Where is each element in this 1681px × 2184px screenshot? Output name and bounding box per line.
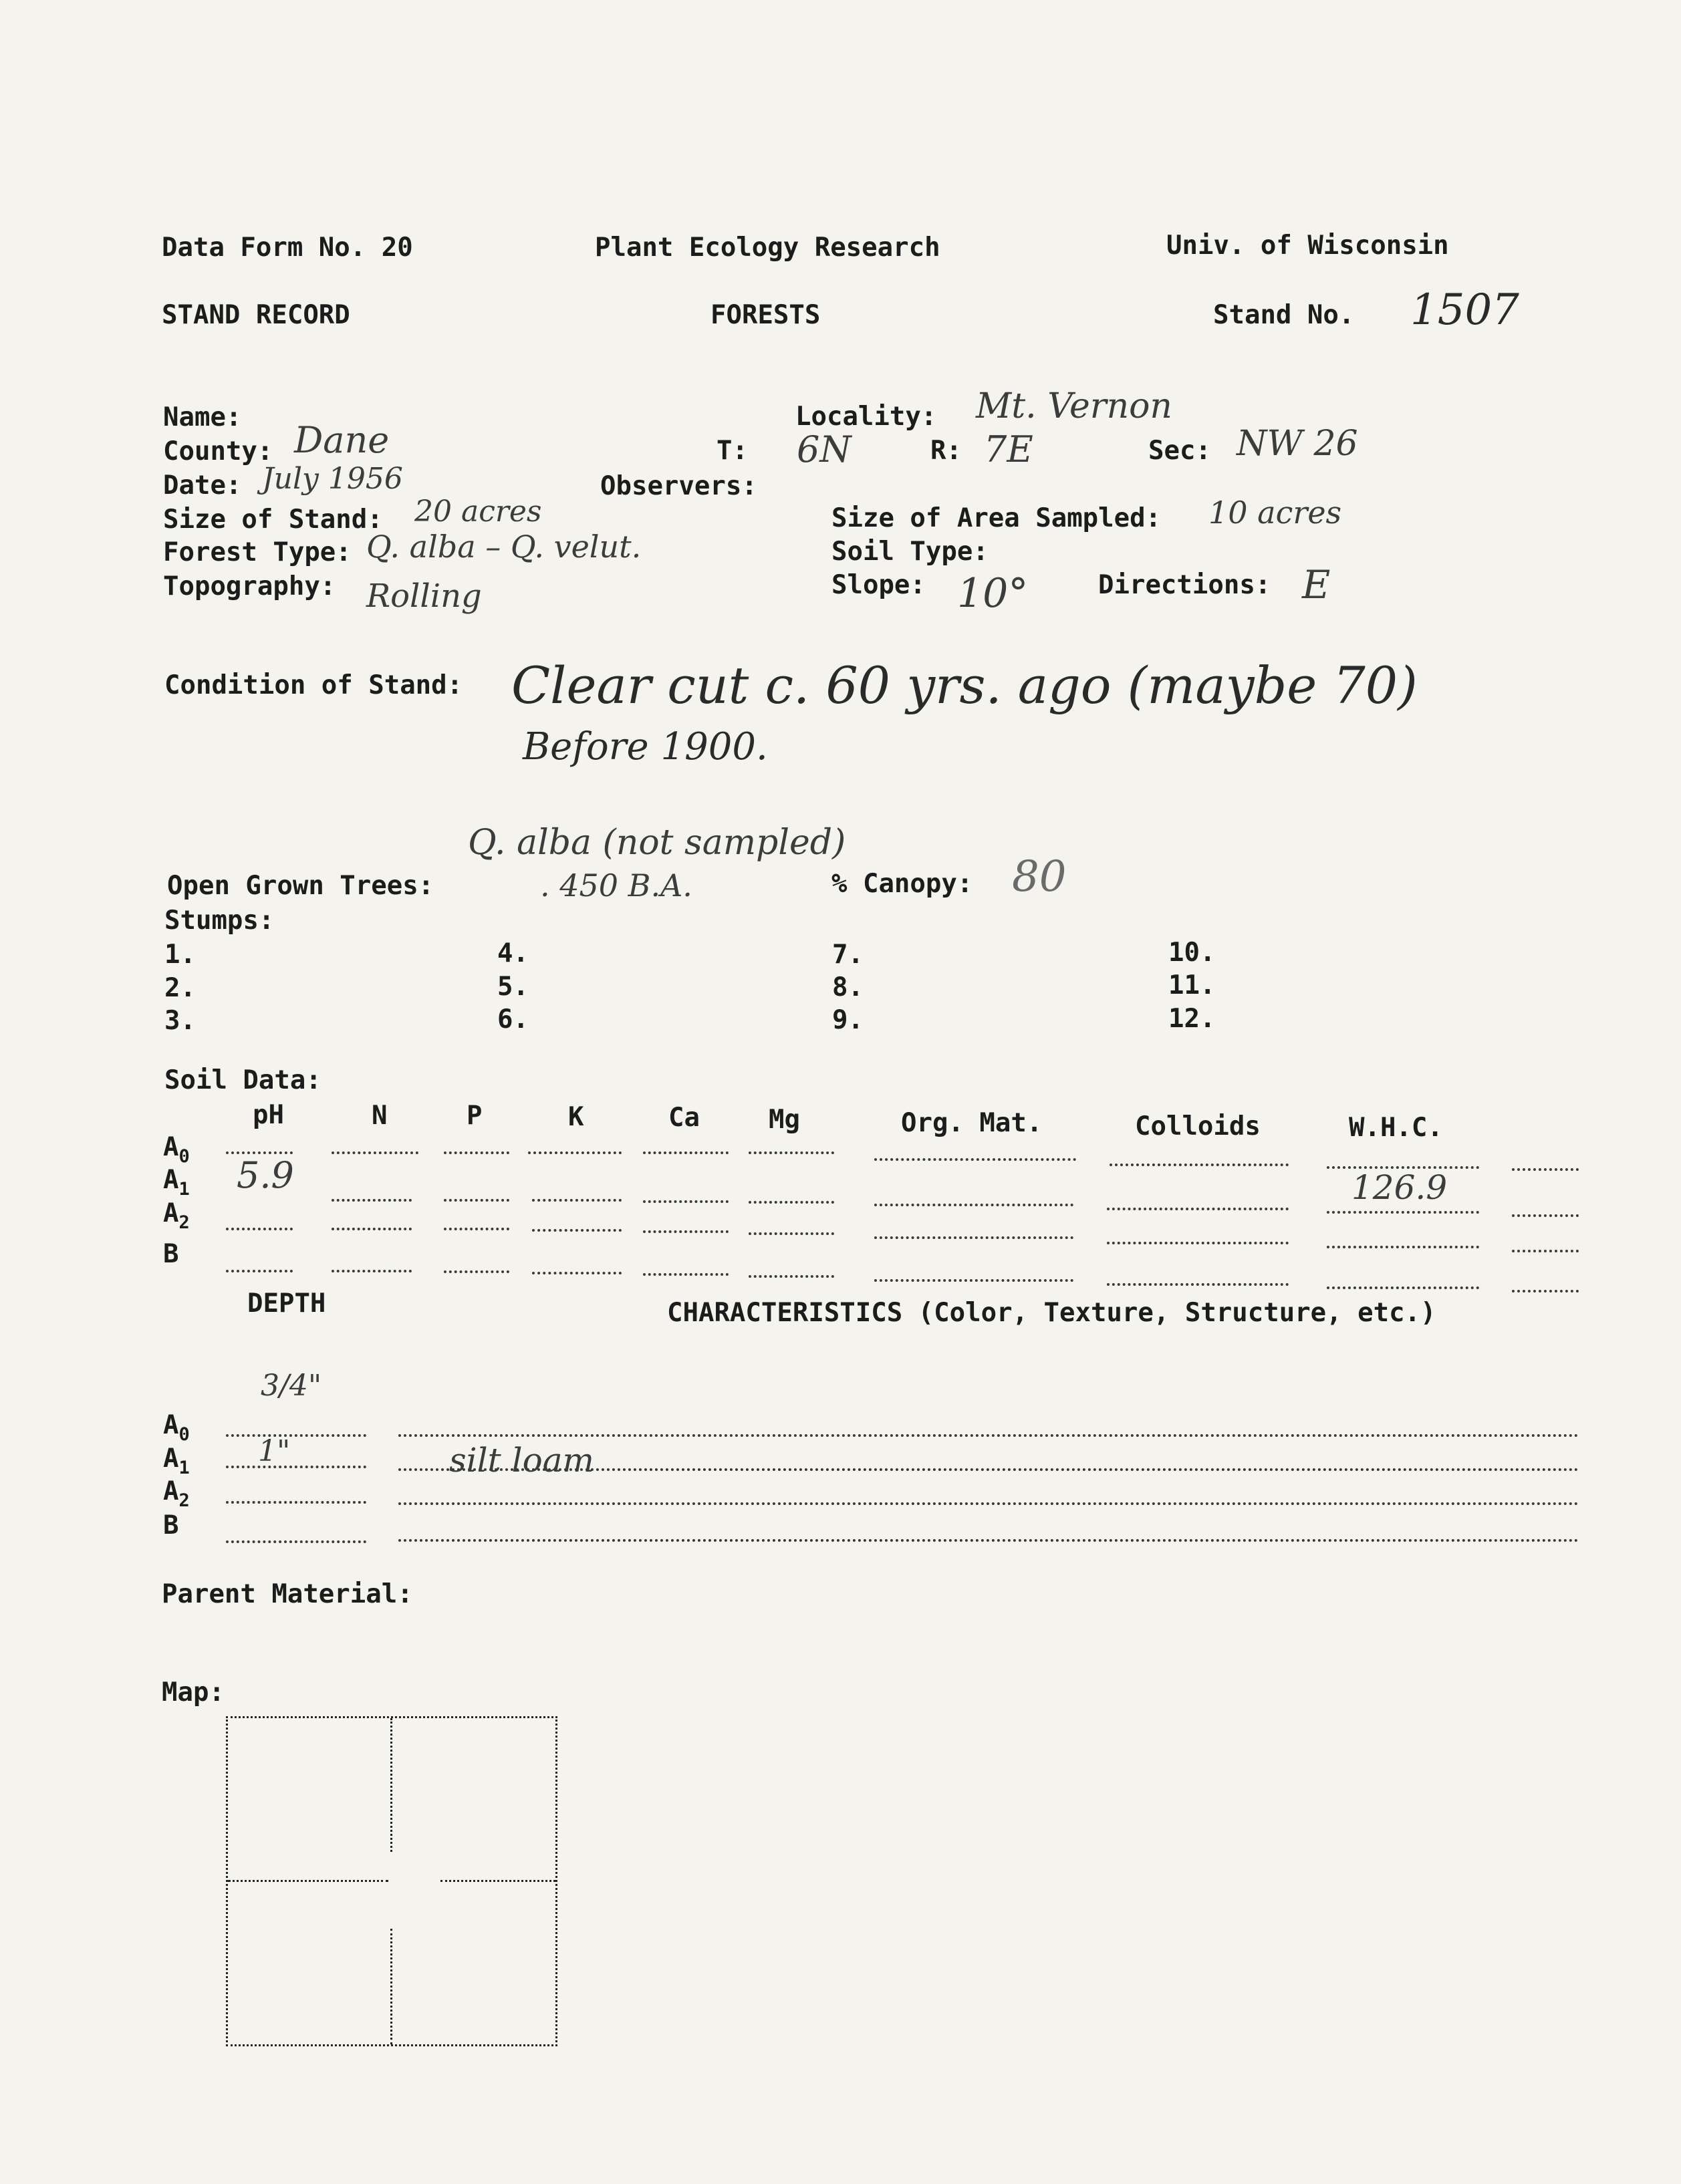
stump-number: 3. [164,1006,196,1036]
horizon-label [163,1478,190,1510]
township-value: 6N [797,428,852,470]
soil-column-header: Org. Mat. [901,1108,1043,1138]
horizon-subscript: 0 [178,1424,190,1445]
section-map-grid [226,1716,557,2046]
map-divider [228,1880,388,1882]
open-grown-label: Open Grown Trees: [167,871,434,901]
condition-line-2: Before 1900. [523,725,768,769]
county-label: County: [163,436,273,466]
topography-label: Topography: [163,571,336,601]
soil-column-header: P [467,1101,483,1131]
slope-value: 10° [957,570,1029,617]
soil-column-header: K [568,1102,584,1132]
map-divider [440,1880,555,1882]
locality-value: Mt. Vernon [976,386,1172,426]
canopy-label: % Canopy: [831,869,973,899]
horizon-label [163,1167,190,1198]
university: Univ. of Wisconsin [1166,231,1449,261]
stump-number: 11. [1168,970,1216,1000]
soil-column-header: W.H.C. [1349,1113,1443,1143]
horizon-subscript: 1 [178,1458,190,1478]
map-divider [390,1718,392,1852]
map-label: Map: [162,1677,225,1708]
soil-column-header: N [372,1101,388,1131]
horizon-subscript: 2 [178,1490,190,1511]
range-value: 7E [984,428,1033,470]
horizon-label [163,1412,190,1444]
stump-number: 10. [1168,938,1216,968]
horizon-subscript: 1 [178,1179,190,1200]
horizon-letter: A [163,1198,179,1228]
soil-column-header: Colloids [1135,1111,1261,1141]
soil-column-header: Ca [668,1103,700,1133]
size-of-stand-label: Size of Stand: [163,505,383,535]
map-divider [390,1929,392,2044]
horizon-letter: A [163,1410,179,1440]
soil-column-header: pH [253,1100,284,1130]
area-sampled-value: 10 acres [1208,495,1342,531]
name-label: Name: [163,402,242,432]
horizon-letter: A [163,1165,179,1195]
condition-label: Condition of Stand: [164,670,463,700]
stump-number: 7. [832,940,864,970]
record-type: STAND RECORD [162,300,350,330]
stump-number: 9. [832,1005,864,1035]
horizon-letter: B [163,1239,179,1269]
horizon-letter: A [163,1476,179,1506]
directions-value: E [1302,562,1331,607]
topography-value: Rolling [366,577,482,615]
slope-label: Slope: [831,570,926,600]
category: FORESTS [710,300,821,330]
stump-number: 4. [497,938,529,968]
organization: Plant Ecology Research [595,233,940,263]
forest-type-value: Q. alba – Q. velut. [366,529,642,565]
stump-number: 8. [832,972,864,1002]
open-grown-value-1: Q. alba (not sampled) [468,823,846,863]
canopy-value: 80 [1012,852,1067,902]
stump-number: 1. [164,940,196,970]
horizon-letter: A [163,1444,179,1474]
horizon-subscript: 0 [178,1146,190,1167]
county-value: Dane [294,419,390,461]
stand-no-label: Stand No. [1213,300,1355,330]
open-grown-value-2: . 450 B.A. [540,867,692,904]
stumps-label: Stumps: [164,906,275,936]
area-sampled-label: Size of Area Sampled: [831,503,1162,533]
a1-whc-value: 126.9 [1351,1168,1448,1207]
a0-depth-value: 3/4" [261,1369,322,1403]
stump-number: 12. [1168,1004,1216,1034]
date-value: July 1956 [262,462,403,496]
a1-characteristics-value: silt loam [449,1441,594,1480]
horizon-label [163,1446,190,1477]
horizon-letter: A [163,1132,179,1162]
a1-ph-value: 5.9 [237,1154,294,1196]
stump-number: 2. [164,973,196,1003]
parent-material-label: Parent Material: [162,1579,413,1609]
stump-number: 5. [497,972,529,1002]
soil-data-label: Soil Data: [164,1065,321,1095]
directions-label: Directions: [1098,570,1271,600]
forest-type-label: Forest Type: [163,537,352,567]
horizon-label [163,1512,178,1544]
horizon-subscript: 2 [178,1212,190,1233]
stand-no-value: 1507 [1410,285,1519,335]
township-label: T: [717,436,748,466]
observers-label: Observers: [600,471,757,501]
soil-column-header: Mg [769,1105,800,1135]
date-label: Date: [163,470,242,501]
horizon-letter: B [163,1510,179,1540]
soil-type-label: Soil Type: [831,537,989,567]
horizon-label [163,1134,190,1166]
section-value: NW 26 [1237,424,1358,464]
stump-number: 6. [497,1004,529,1035]
characteristics-label: CHARACTERISTICS (Color, Texture, Structure, etc.) [667,1298,1436,1328]
locality-label: Locality: [795,402,937,432]
a1-depth-value: 1" [258,1434,291,1468]
size-of-stand-value: 20 acres [414,495,542,529]
section-label: Sec: [1148,436,1211,466]
depth-label: DEPTH [247,1288,326,1319]
condition-line-1: Clear cut c. 60 yrs. ago (maybe 70) [511,656,1418,715]
range-label: R: [930,436,962,466]
horizon-label [163,1241,178,1272]
horizon-label [163,1200,190,1232]
form-number: Data Form No. 20 [162,233,413,263]
